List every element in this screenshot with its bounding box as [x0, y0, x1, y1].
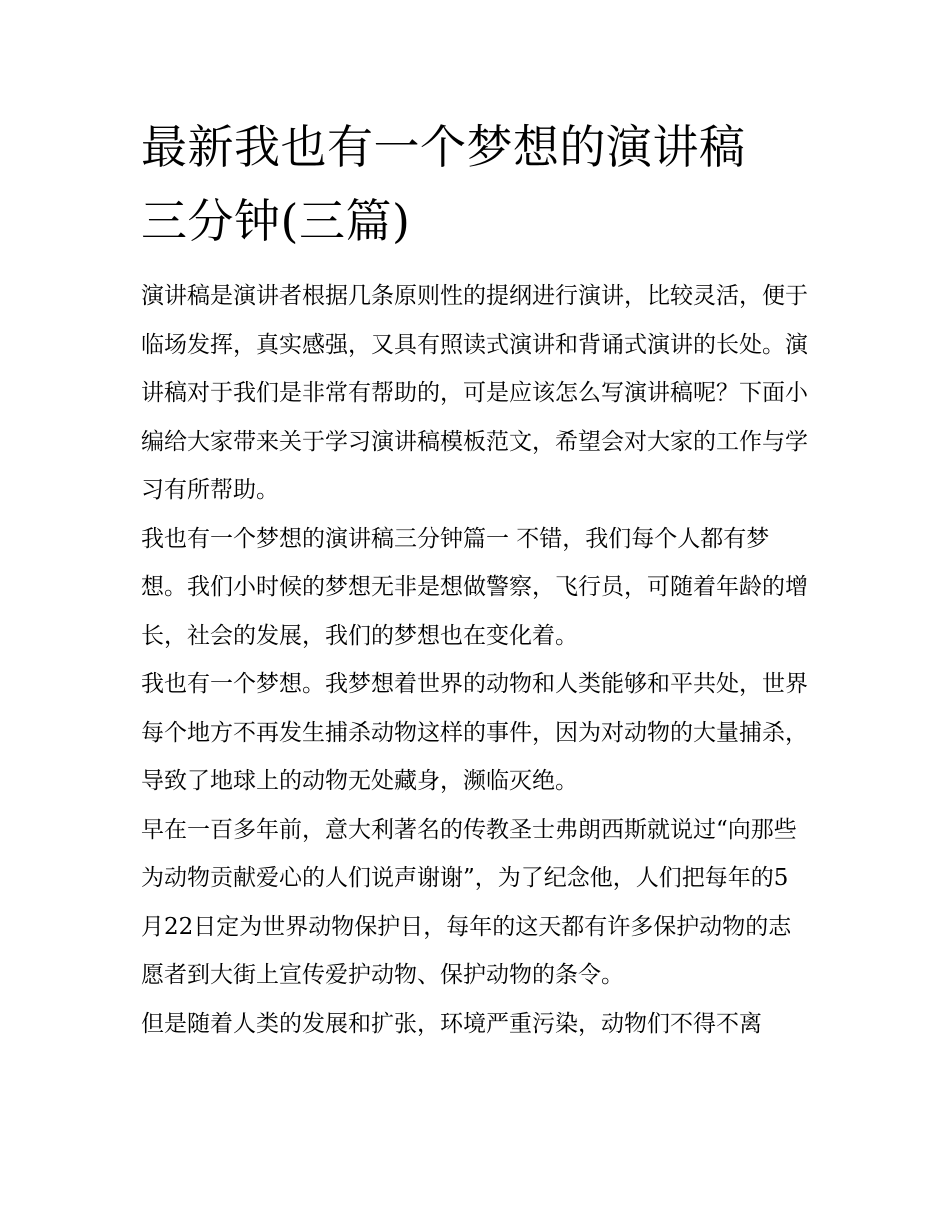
body-paragraph: 我也有一个梦想的演讲稿三分钟篇一 不错，我们每个人都有梦想。我们小时候的梦想无非是想做警察，飞行员，可随着年龄的增长，社会的发展，我们的梦想也在变化着。: [141, 525, 808, 649]
body-paragraph: 早在一百多年前，意大利著名的传教圣士弗朗西斯就说过“向那些为动物贡献爱心的人们说声谢谢”，为了纪念他，人们把每年的5月22日定为世界动物保护日，每年的这天都有许多保护动物的志愿者到大街上宣传爱护动物、保护动物的条令。: [141, 816, 797, 988]
document-title: [141, 110, 811, 258]
title-line: 最新我也有一个梦想的演讲稿: [141, 120, 746, 174]
document-body: [141, 110, 811, 1048]
title-line: 三分钟(三篇): [141, 194, 411, 248]
body-paragraph: 我也有一个梦想。我梦想着世界的动物和人类能够和平共处，世界每个地方不再发生捕杀动物这样的事件，因为对动物的大量捕杀，导致了地球上的动物无处藏身，濒临灭绝。: [141, 671, 808, 794]
intro-paragraph: 演讲稿是演讲者根据几条原则性的提纲进行演讲，比较灵活，便于临场发挥，真实感强，又具有照读式演讲和背诵式演讲的长处。演讲稿对于我们是非常有帮助的，可是应该怎么写演讲稿呢？下面小编给大家带来关于学习演讲稿模板范文，希望会对大家的工作与学习有所帮助。: [141, 283, 808, 503]
body-paragraph: 但是随着人类的发展和扩张，环境严重污染，动物们不得不离: [141, 1010, 762, 1037]
